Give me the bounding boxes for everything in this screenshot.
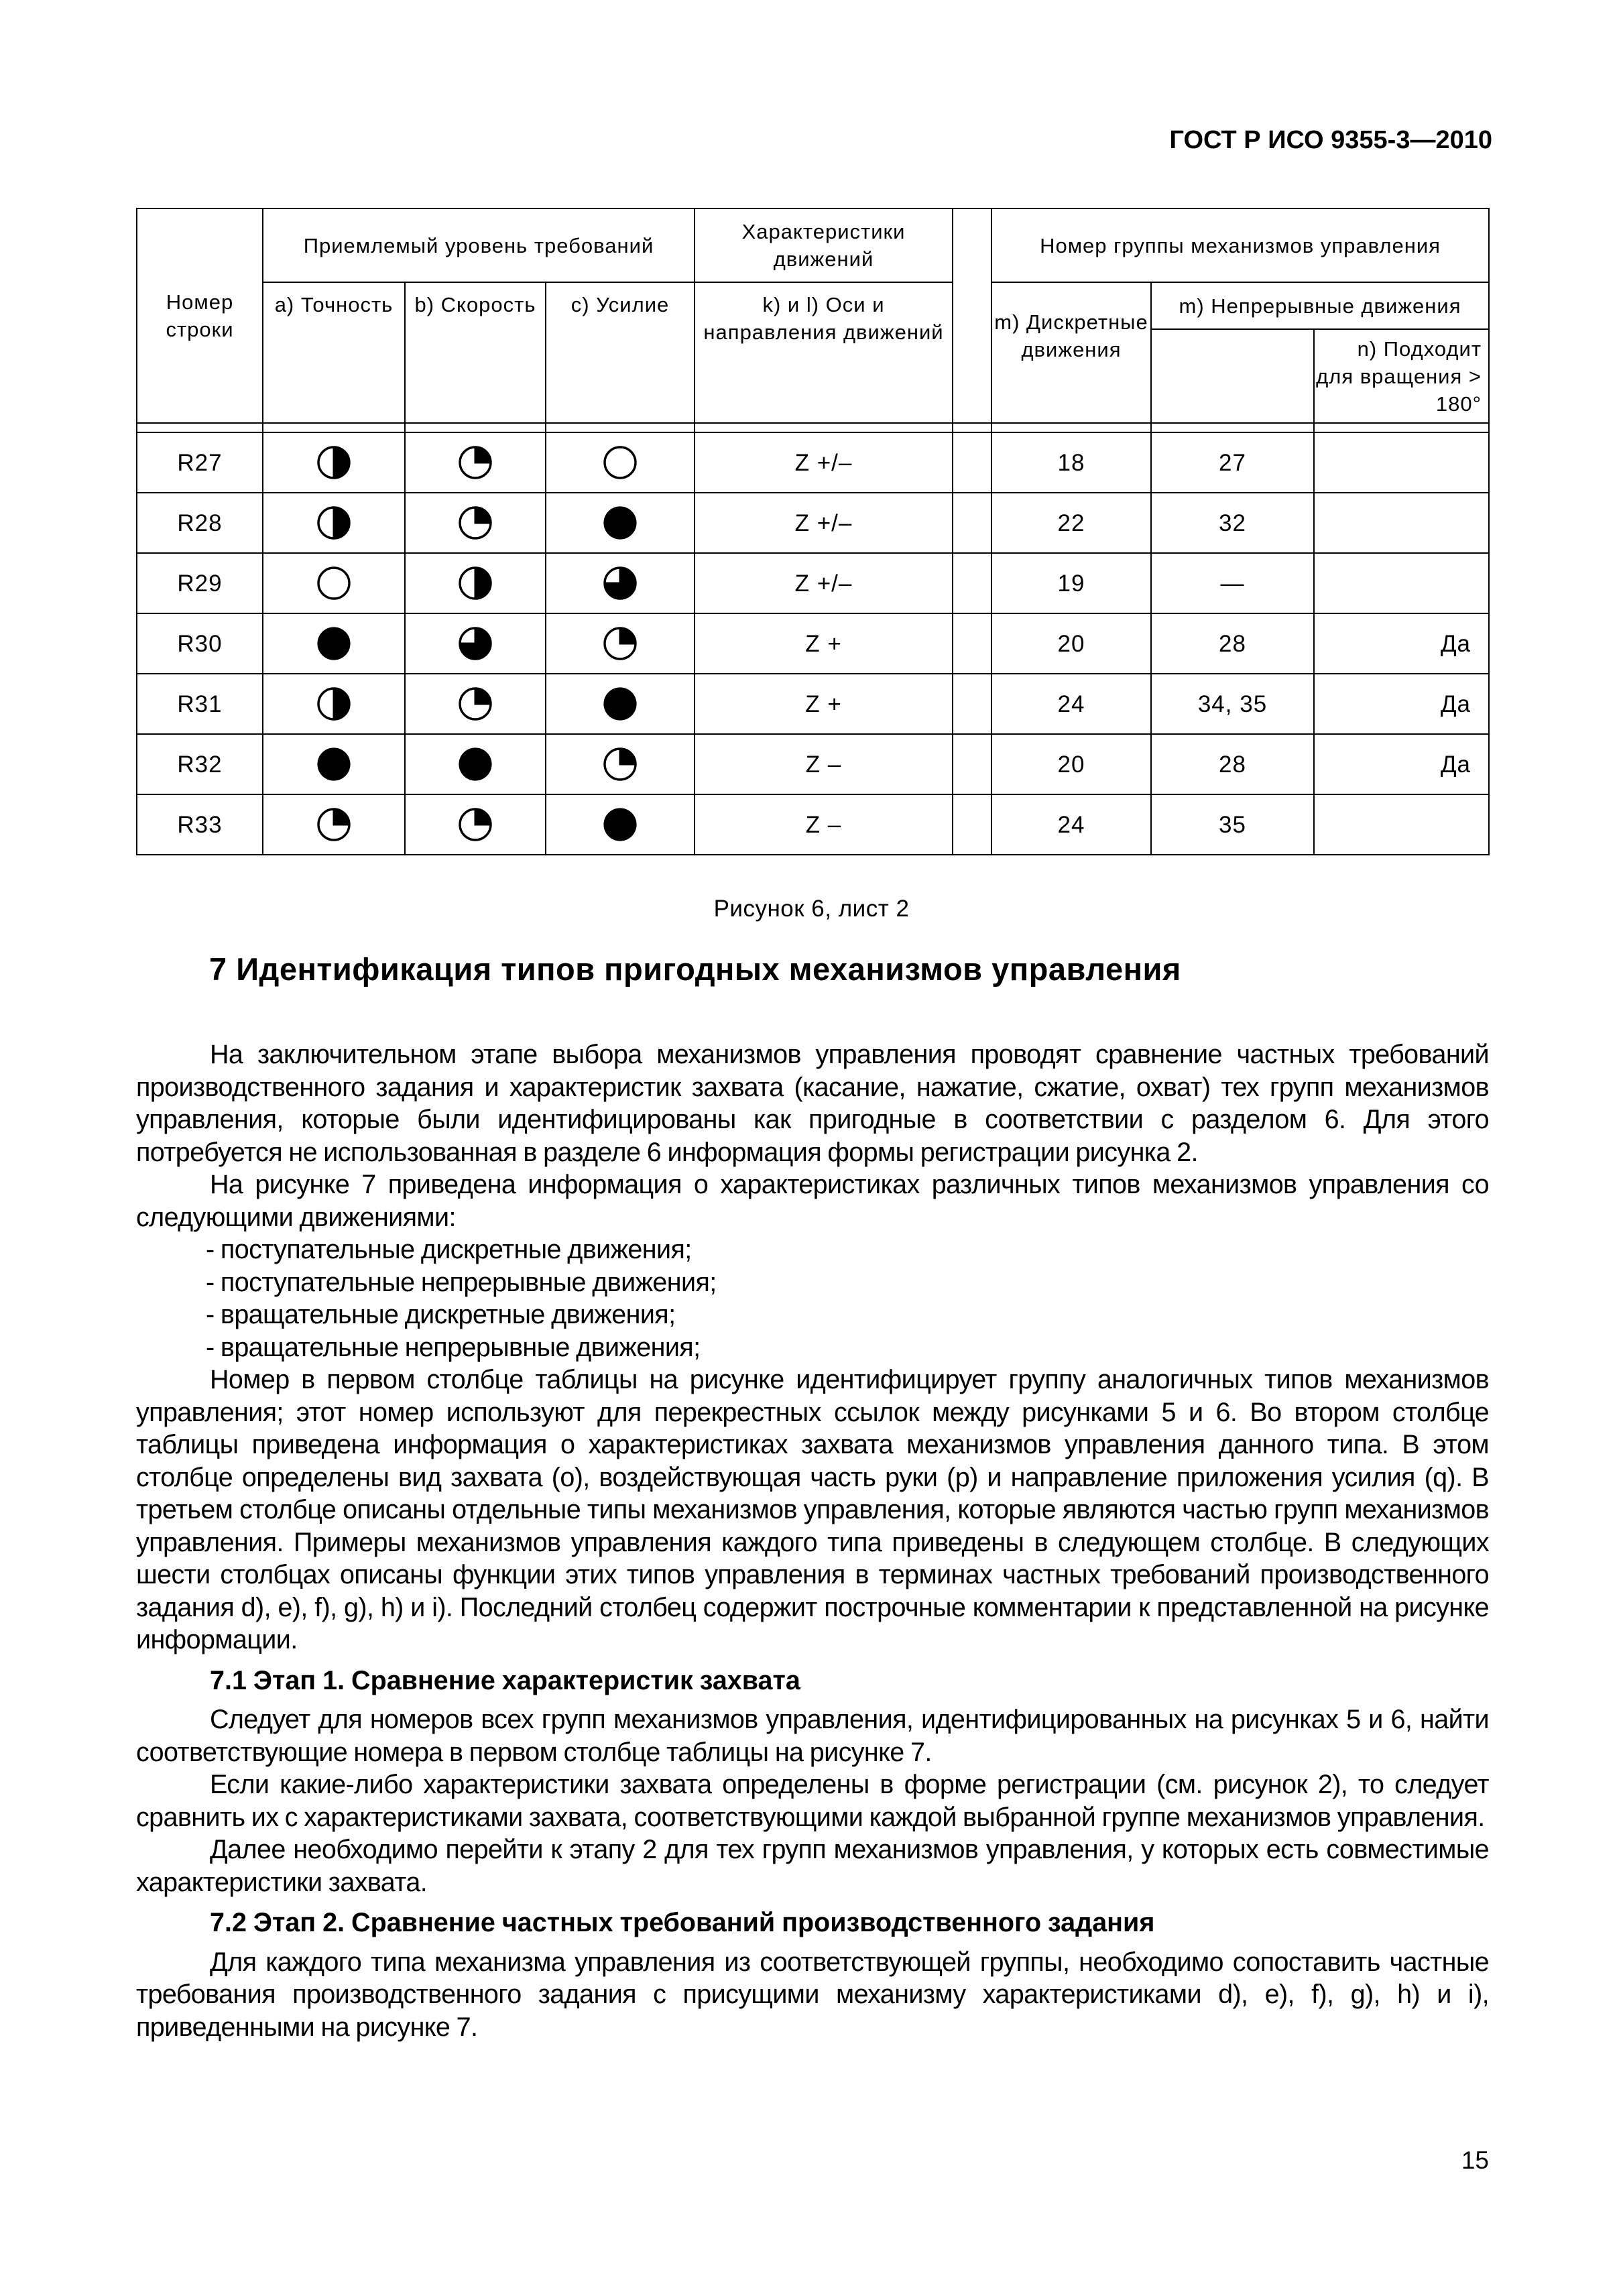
discrete-group-cell: 19 [991, 553, 1151, 613]
accuracy-level-icon [316, 625, 352, 662]
accuracy-level-icon [316, 686, 352, 722]
table-row [137, 432, 1489, 493]
accuracy-cell [263, 432, 405, 493]
continuous-group-cell: 35 [1151, 794, 1314, 855]
header-axes-directions: k) и l) Оси и направления движений [695, 282, 953, 423]
continuous-group-cell: 28 [1151, 613, 1314, 674]
row-number-cell: R31 [137, 674, 263, 734]
speed-cell [405, 432, 546, 493]
header-group-number: Номер группы механизмов управления [991, 208, 1489, 282]
gap-cell [953, 432, 991, 493]
header-continuous-movements: m) Непрерывные движения [1151, 282, 1489, 329]
row-number-cell: R33 [137, 794, 263, 855]
force-level-icon [602, 505, 638, 541]
speed-level-icon [457, 625, 493, 662]
accuracy-level-icon [316, 444, 352, 481]
gap-cell [953, 553, 991, 613]
accuracy-level-icon [316, 565, 352, 601]
speed-level-icon [457, 746, 493, 782]
force-level-icon [602, 565, 638, 601]
accuracy-cell [263, 493, 405, 553]
speed-level-icon [457, 686, 493, 722]
requirements-table [136, 208, 1490, 855]
speed-cell [405, 734, 546, 794]
header-speed: b) Скорость [405, 282, 546, 423]
gap-cell [953, 493, 991, 553]
page-number: 15 [1461, 2147, 1489, 2174]
discrete-group-cell: 18 [991, 432, 1151, 493]
paragraph: На рисунке 7 приведена информация о характеристиках различных типов механизмов управления со следующими движениями: [136, 1170, 1489, 1232]
accuracy-cell [263, 794, 405, 855]
paragraph: Далее необходимо перейти к этапу 2 для тех групп механизмов управления, у которых есть совместимые характеристики захвата. [136, 1835, 1489, 1897]
discrete-group-cell: 22 [991, 493, 1151, 553]
row-number-cell: R27 [137, 432, 263, 493]
table-row [137, 493, 1489, 553]
accuracy-cell [263, 553, 405, 613]
axis-direction-cell: Z – [695, 734, 953, 794]
table-row [137, 553, 1489, 613]
force-cell [546, 794, 695, 855]
speed-level-icon [457, 505, 493, 541]
axis-direction-cell: Z + [695, 613, 953, 674]
header-gap-column [953, 208, 991, 423]
rotation-cell: Да [1314, 674, 1489, 734]
header-row-number: Номер строки [137, 208, 263, 423]
header-empty-cell [1151, 329, 1314, 423]
speed-cell [405, 674, 546, 734]
axis-direction-cell: Z + [695, 674, 953, 734]
speed-level-icon [457, 806, 493, 843]
force-cell [546, 674, 695, 734]
table-row [137, 794, 1489, 855]
axis-direction-cell: Z – [695, 794, 953, 855]
section-7-body [136, 1038, 1489, 2043]
row-number-cell: R30 [137, 613, 263, 674]
paragraph: На заключительном этапе выбора механизмов управления проводят сравнение частных требований производственного задания и характеристик захвата (касание, нажатие, сжатие, охват) тех групп механизмов управления, которые были идентифицированы как пригодные в соответствии с разделом 6. Для этого потребуется не использованная в разделе 6 информация формы регистрации рисунка 2. [136, 1040, 1489, 1167]
header-motion-characteristics: Характеристики движений [695, 208, 953, 282]
paragraph: Номер в первом столбце таблицы на рисунке идентифицирует группу аналогичных типов механизмов управления; этот номер используют для перекрестных ссылок между рисунками 5 и 6. Во втором столбце таблицы приведена информация о характеристиках захвата механизмов управления данного типа. В этом столбце определены вид захвата (о), воздействующая часть руки (р) и направление приложения усилия (q). В третьем столбце описаны отдельные типы механизмов управления, которые являются частью групп механизмов управления. Примеры механизмов управления каждого типа приведены в следующем столбце. В следующих шести столбцах описаны функции этих типов управления в терминах частных требований производственного задания d), е), f), g), h) и i). Последний столбец содержит построчные комментарии к представленной на рисунке информации. [136, 1365, 1489, 1654]
force-level-icon [602, 806, 638, 843]
speed-cell [405, 794, 546, 855]
table-row [137, 613, 1489, 674]
speed-level-icon [457, 444, 493, 481]
table-row [137, 734, 1489, 794]
list-item: - поступательные дискретные движения; [206, 1235, 692, 1264]
force-cell [546, 432, 695, 493]
speed-level-icon [457, 565, 493, 601]
gap-cell [953, 613, 991, 674]
continuous-group-cell: 32 [1151, 493, 1314, 553]
header-discrete-movements: m) Дискретные движения [991, 282, 1151, 423]
gap-cell [953, 734, 991, 794]
accuracy-cell [263, 674, 405, 734]
list-item: - вращательные дискретные движения; [206, 1300, 676, 1329]
accuracy-level-icon [316, 806, 352, 843]
paragraph: Если какие-либо характеристики захвата определены в форме регистрации (см. рисунок 2), то следует сравнить их с характеристиками захвата, соответствующими каждой выбранной группе механизмов управления. [136, 1770, 1489, 1832]
accuracy-cell [263, 613, 405, 674]
subsection-7-1-title: 7.1 Этап 1. Сравнение характеристик захвата [210, 1665, 800, 1695]
force-cell [546, 493, 695, 553]
speed-cell [405, 493, 546, 553]
force-level-icon [602, 444, 638, 481]
list-item: - поступательные непрерывные движения; [206, 1267, 717, 1297]
subsection-7-2-title: 7.2 Этап 2. Сравнение частных требований производственного задания [210, 1908, 1155, 1937]
force-level-icon [602, 625, 638, 662]
rotation-cell: Да [1314, 734, 1489, 794]
accuracy-level-icon [316, 505, 352, 541]
continuous-group-cell: — [1151, 553, 1314, 613]
force-cell [546, 734, 695, 794]
row-number-cell: R28 [137, 493, 263, 553]
force-level-icon [602, 746, 638, 782]
speed-cell [405, 553, 546, 613]
axis-direction-cell: Z +/– [695, 493, 953, 553]
header-rotation-180: n) Подходит для вращения > 180° [1314, 329, 1489, 423]
header-accuracy: a) Точность [263, 282, 405, 423]
axis-direction-cell: Z +/– [695, 553, 953, 613]
header-force: c) Усилие [546, 282, 695, 423]
rotation-cell: Да [1314, 613, 1489, 674]
discrete-group-cell: 24 [991, 674, 1151, 734]
table-row [137, 674, 1489, 734]
discrete-group-cell: 20 [991, 734, 1151, 794]
axis-direction-cell: Z +/– [695, 432, 953, 493]
discrete-group-cell: 20 [991, 613, 1151, 674]
gap-cell [953, 794, 991, 855]
list-item: - вращательные непрерывные движения; [206, 1332, 701, 1362]
rotation-cell [1314, 493, 1489, 553]
row-number-cell: R32 [137, 734, 263, 794]
rotation-cell [1314, 794, 1489, 855]
continuous-group-cell: 28 [1151, 734, 1314, 794]
row-number-cell: R29 [137, 553, 263, 613]
document-code: ГОСТ Р ИСО 9355-3—2010 [1169, 126, 1492, 154]
force-cell [546, 553, 695, 613]
paragraph: Следует для номеров всех групп механизмов управления, идентифицированных на рисунках 5 и 6, найти соответствующие номера в первом столбце таблицы на рисунке 7. [136, 1705, 1489, 1767]
accuracy-level-icon [316, 746, 352, 782]
force-level-icon [602, 686, 638, 722]
header-acceptable-level: Приемлемый уровень требований [263, 208, 695, 282]
speed-cell [405, 613, 546, 674]
discrete-group-cell: 24 [991, 794, 1151, 855]
gap-cell [953, 674, 991, 734]
paragraph: Для каждого типа механизма управления из соответствующей группы, необходимо сопоставить частные требования производственного задания с присущими механизму характеристиками d), е), f), g), h) и i), приведенными на рисунке 7. [136, 1947, 1489, 2042]
rotation-cell [1314, 553, 1489, 613]
continuous-group-cell: 34, 35 [1151, 674, 1314, 734]
figure-caption: Рисунок 6, лист 2 [713, 896, 910, 922]
continuous-group-cell: 27 [1151, 432, 1314, 493]
accuracy-cell [263, 734, 405, 794]
force-cell [546, 613, 695, 674]
section-7-title: 7 Идентификация типов пригодных механизмов управления [209, 951, 1181, 987]
rotation-cell [1314, 432, 1489, 493]
